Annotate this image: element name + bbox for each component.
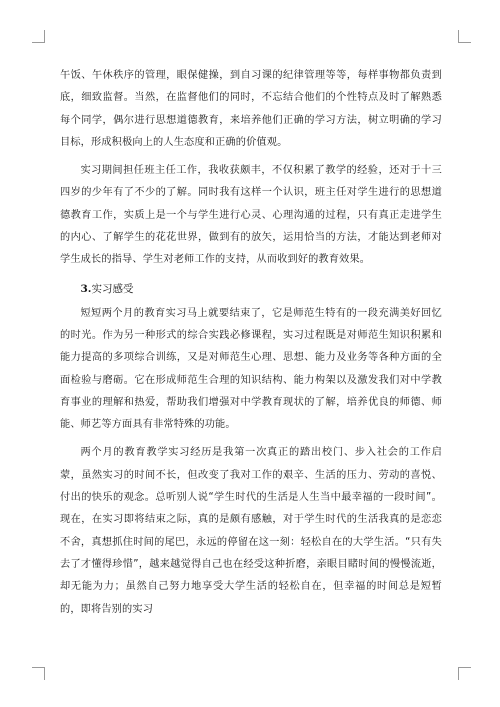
document-body xyxy=(60,65,442,627)
paragraph-homeroom-teacher: 实习期间担任班主任工作，我收获颇丰，不仅积累了教学的经验，还对于十三四岁的少年有了不少的了解。同时我有这样一个认识，班主任对学生进行的思想道德教育工作，实质上是一个与学生进行心灵、心理沟通的过程，只有真正走进学生的内心、了解学生的花花世界，做到有的放矢，运用恰当的方法，才能达到老师对学生成长的指导、学生对老师工作的支持，从而收到好的教育效果。 xyxy=(60,165,442,266)
paragraph-internship-overview: 短短两个月的教育实习马上就要结束了，它是师范生特有的一段充满美好回忆的时光。作为另一种形式的综合实践必修课程，实习过程既是对师范生知识积累和能力提高的多项综合训练，又是对师范生心理、思想、能力及业务等各种方面的全面检验与磨砺。它在形成师范生合理的知识结构、能力构架以及激发我们对中学教育事业的理解和热爱，帮助我们增强对中学教育现状的了解，培养优良的师德、师能、师艺等方面具有非常特殊的功能。 xyxy=(60,307,442,431)
section-title: 实习感受 xyxy=(91,282,134,295)
paragraph-internship-reflection: 两个月的教育教学实习经历是我第一次真正的踏出校门、步入社会的工作启蒙，虽然实习的时间不长，但改变了我对工作的艰辛、生活的压力、劳动的喜悦、付出的快乐的观念。总听别人说“学生时代的生活是人生当中最幸福的一段时间”。现在，在实习即将结束之际，真的是颇有感触，对于学生时代的生活我真的是恋恋不舍，真想抓住时间的尾巴，永远的停留在这一刻：轻松自在的大学生活。“只有失去了才懂得珍惜”，越来越觉得自己也在经受这种折磨，亲眼目睹时间的慢慢流逝，却无能为力；虽然自己努力地享受大学生活的轻松自在，但幸福的时间总是短暂的，即将告别的实习 xyxy=(60,447,442,615)
paragraph-class-management: 午饭、午休秩序的管理，眼保健操，到自习课的纪律管理等等，每样事物都负责到底，细致监督。当然，在监督他们的同时，不忘结合他们的个性特点及时了解熟悉每个同学，偶尔进行思想道德教育，来培养他们正确的学习方法，树立明确的学习目标，形成积极向上的人生态度和正确的价值观。 xyxy=(60,70,442,148)
section-heading xyxy=(60,278,442,300)
section-number: 3. xyxy=(80,282,92,295)
crop-mark-top-left xyxy=(32,30,45,43)
crop-mark-bottom-right xyxy=(458,667,471,680)
crop-mark-top-right xyxy=(458,30,471,43)
crop-mark-bottom-left xyxy=(32,667,45,680)
